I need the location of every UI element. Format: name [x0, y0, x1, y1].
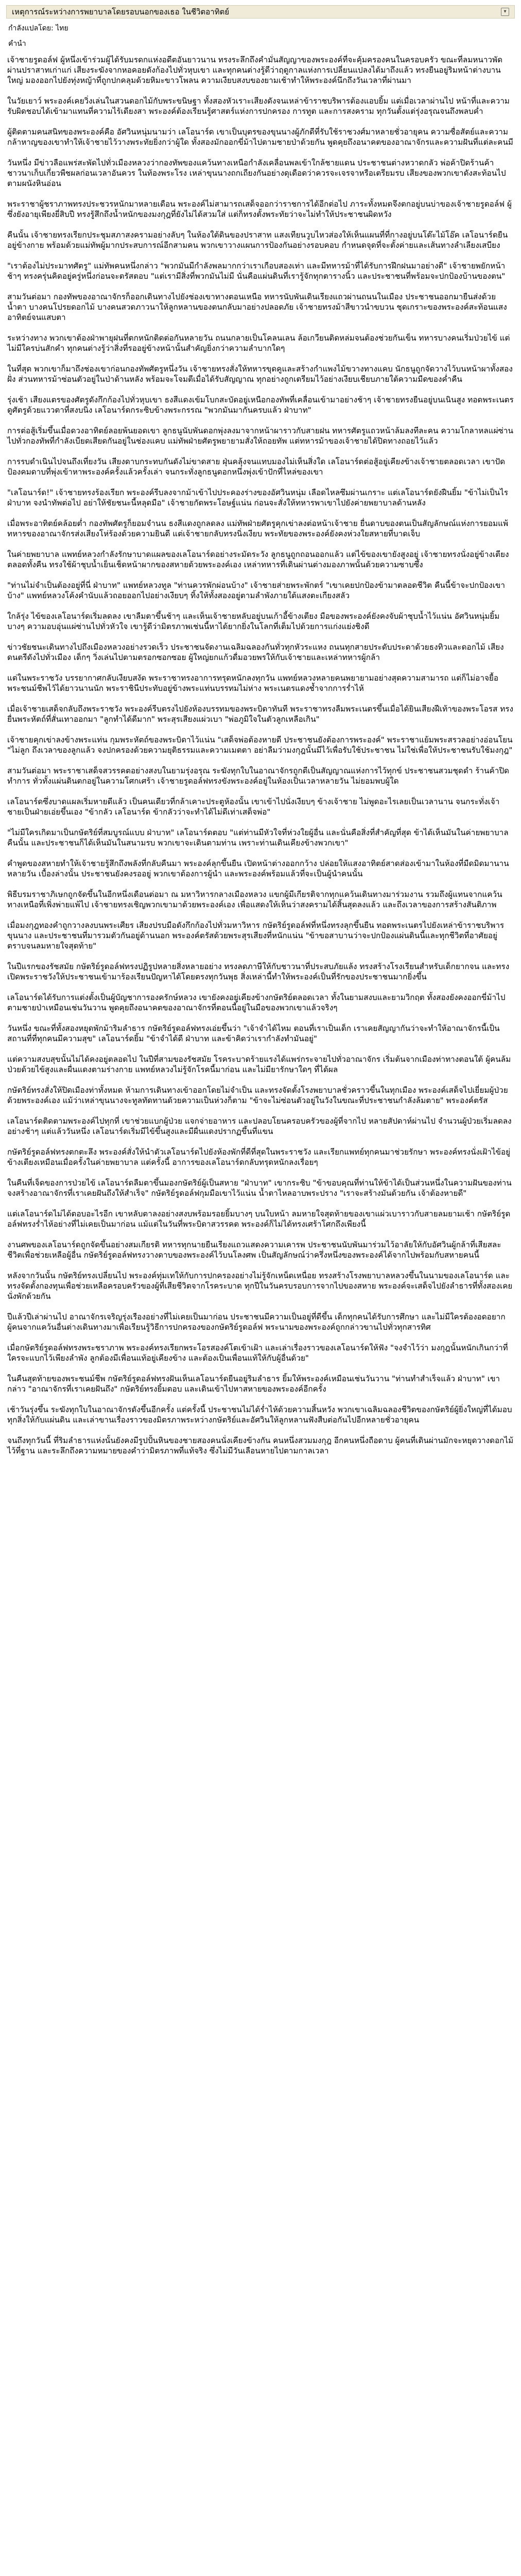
- document-body: [6, 55, 515, 2576]
- body-paragraph: ในค่ายพยาบาล แพทย์หลวงกำลังรักษาบาดแผลของเลโอนาร์ดอย่างระมัดระวัง ลูกธนูถูกถอนออกแล้ว แต่ไข้ของเขายังสูงอยู่ เจ้าชายทรงนั่งอยู่ข้างเตียงตลอดทั้งคืน ทรงใช้ผ้าชุบน้ำเย็นเช็ดหน้าผากของสหายด้วยพระองค์เอง เหล่าทหารที่เดินผ่านต่างมองภาพนั้นด้วยความซาบซึ้ง: [7, 550, 509, 569]
- body-paragraph: พระราชาผู้ชราภาพทรงประชวรหนักมาหลายเดือน พระองค์ไม่สามารถเสด็จออกว่าราชการได้อีกต่อไป ภาระทั้งหมดจึงตกอยู่บนบ่าของเจ้าชายรูดอล์ฟ ผู้ซึ่งยังอายุเพียงยี่สิบปี ทรงรู้สึกถึงน้ำหนักของมงกุฎที่ยังไม่ได้สวมใส่ แต่ก็ทรงตั้งพระทัยว่าจะไม่ทำให้ประชาชนผิดหวัง: [7, 199, 512, 219]
- body-paragraph: การรบดำเนินไปจนถึงเที่ยงวัน เสียงดาบกระทบกันดังไม่ขาดสาย ฝุ่นคลุ้งจนแทบมองไม่เห็นสิ่งใด เลโอนาร์ดต่อสู้อยู่เคียงข้างเจ้าชายตลอดเวลา เขาปัดป้องคมดาบที่พุ่งเข้าหาพระองค์ครั้งแล้วครั้งเล่า จนกระทั่งลูกธนูดอกหนึ่งพุ่งเข้าปักที่ไหล่ของเขา: [7, 457, 506, 477]
- expand-icon[interactable]: ▾: [501, 8, 509, 16]
- body-paragraph: งานศพของเลโอนาร์ดถูกจัดขึ้นอย่างสมเกียรติ ทหารทุกนายยืนเรียงแถวแสดงความเคารพ ประชาชนนับพันมาร่วมไว้อาลัยให้กับอัศวินผู้กล้าที่เสียสละชีวิตเพื่อช่วยเหลือผู้อื่น กษัตริย์รูดอล์ฟทรงวางดาบของพระองค์ไว้บนโลงศพ เป็นสัญลักษณ์ว่าครึ่งหนึ่งของพระองค์ได้จากไปพร้อมกับสหายคนนี้: [7, 1240, 501, 1260]
- body-paragraph: วันหนึ่ง ขณะที่ทั้งสองหยุดพักม้าริมลำธาร กษัตริย์รูดอล์ฟทรงเอ่ยขึ้นว่า "เจ้าจำได้ไหม ตอนที่เราเป็นเด็ก เราเคยสัญญากันว่าจะทำให้อาณาจักรนี้เป็นสถานที่ที่ทุกคนมีความสุข" เลโอนาร์ดยิ้ม "ข้าจำได้ดี ฝ่าบาท และข้าคิดว่าเรากำลังทำมันอยู่": [7, 1024, 500, 1043]
- translator-line: กำลังแปลโดย: ไทย: [8, 24, 68, 32]
- body-paragraph: เจ้าชายคุกเข่าลงข้างพระแท่น กุมพระหัตถ์ของพระบิดาไว้แน่น "เสด็จพ่อต้องหายดี ประชาชนยังต้องการพระองค์" พระราชาแย้มพระสรวลอย่างอ่อนโยน "ไม่ลูก ถึงเวลาของลูกแล้ว จงปกครองด้วยความยุติธรรมและความเมตตา อย่าลืมว่ามงกุฎนั้นมีไว้เพื่อรับใช้ประชาชน ไม่ใช่เพื่อให้ประชาชนรับใช้มงกุฎ": [7, 735, 513, 755]
- body-paragraph: ในคืนสุดท้ายของพระชนม์ชีพ กษัตริย์รูดอล์ฟทรงฝันเห็นเลโอนาร์ดยืนอยู่ริมลำธาร ยิ้มให้พระองค์เหมือนเช่นวันวาน "ท่านทำสำเร็จแล้ว ฝ่าบาท" เขากล่าว "อาณาจักรที่เราเคยฝันถึง" กษัตริย์ทรงยิ้มตอบ และเดินเข้าไปหาสหายของพระองค์อีกครั้ง: [7, 1374, 500, 1394]
- body-paragraph: "เลโอนาร์ด!" เจ้าชายทรงร้องเรียก พระองค์รีบลงจากม้าเข้าไปประคองร่างของอัศวินหนุ่ม เลือดไหลซึมผ่านเกราะ แต่เลโอนาร์ดยังฝืนยิ้ม "ข้าไม่เป็นไร ฝ่าบาท จงนำทัพต่อไป อย่าให้ชัยชนะนี้หลุดมือ" เจ้าชายกัดพระโอษฐ์แน่น ก่อนจะสั่งให้ทหารพาเขาไปยังค่ายพยาบาลด้านหลัง: [7, 488, 508, 507]
- section-label: คำนำ: [8, 40, 26, 48]
- body-paragraph: เลโอนาร์ดได้รับการแต่งตั้งเป็นผู้บัญชาการองครักษ์หลวง เขายังคงอยู่เคียงข้างกษัตริย์ตลอดเวลา ทั้งในยามสงบและยามวิกฤต ทั้งสองยังคงออกขี่ม้าไปตามชายป่าเหมือนเช่นวันวาน พูดคุยถึงอนาคตของอาณาจักรที่ตอนนี้อยู่ในมือของพวกเขาแล้วจริงๆ: [7, 993, 506, 1012]
- body-paragraph: วันหนึ่ง มีข่าวลือแพร่สะพัดไปทั่วเมืองหลวงว่ากองทัพของแคว้นทางเหนือกำลังเคลื่อนพลเข้าใกล้ชายแดน ประชาชนต่างหวาดกลัว พ่อค้าปิดร้านค้า ชาวนาเก็บเกี่ยวพืชผลก่อนเวลาอันควร ในท้องพระโรง เหล่าขุนนางถกเถียงกันอย่างดุเดือดว่าควรจะเจรจาหรือเตรียมรบ เสียงของพวกเขาดังสะท้อนไปตามผนังหินอ่อน: [7, 158, 506, 188]
- body-paragraph: คืนนั้น เจ้าชายทรงเรียกประชุมสภาสงครามอย่างลับๆ ในห้องใต้ดินของปราสาท แสงเทียนวูบไหวส่องให้เห็นแผนที่ที่กางอยู่บนโต๊ะไม้โอ๊ค เลโอนาร์ดยืนอยู่ข้างกาย พร้อมด้วยแม่ทัพผู้มากประสบการณ์อีกสามคน พวกเขาวางแผนการป้องกันอย่างรอบคอบ กำหนดจุดที่จะตั้งค่ายและเส้นทางลำเลียงเสบียง: [7, 230, 508, 250]
- body-paragraph: ใกล้รุ่ง ไข้ของเลโอนาร์ดเริ่มลดลง เขาลืมตาขึ้นช้าๆ และเห็นเจ้าชายหลับอยู่บนเก้าอี้ข้างเตียง มือของพระองค์ยังคงจับผ้าชุบน้ำไว้แน่น อัศวินหนุ่มยิ้มบางๆ ความอบอุ่นแผ่ซ่านไปทั่วหัวใจ เขารู้ดีว่ามิตรภาพเช่นนี้หาได้ยากยิ่งในโลกที่เต็มไปด้วยการแก่งแย่งชิงดี: [7, 612, 500, 631]
- document-title: เหตุการณ์ระหว่างการพยาบาลโดยรอบนอกของเธอ ในชีวิตอาทิตย์: [12, 7, 230, 16]
- body-paragraph: แต่ความสงบสุขนั้นไม่ได้คงอยู่ตลอดไป ในปีที่สามของรัชสมัย โรคระบาดร้ายแรงได้แพร่กระจายไปทั่วอาณาจักร เริ่มต้นจากเมืองท่าทางตอนใต้ ผู้คนล้มป่วยด้วยไข้สูงและผื่นแดงตามร่างกาย แพทย์หลวงไม่รู้จักโรคนี้มาก่อน และไม่มียารักษาใดๆ ที่ได้ผล: [7, 1055, 511, 1074]
- body-paragraph: เจ้าชายรูดอล์ฟ ผู้หนึ่งเข้าร่วมผู้ได้รับมรดกแห่งอดีตอันยาวนาน ทรงระลึกถึงคำมั่นสัญญาของพระองค์ที่จะคุ้มครองคนในครอบครัว ขณะที่ลมหนาวพัดผ่านปราสาทเก่าแก่ เสียงระฆังจากหอคอยดังก้องไปทั่วหุบเขา และทุกคนต่างรู้ดีว่าฤดูกาลแห่งการเปลี่ยนแปลงได้มาถึงแล้ว ทรงยืนอยู่ริมหน้าต่างบานใหญ่ มองออกไปยังทุ่งหญ้าที่ถูกปกคลุมด้วยหิมะขาวโพลน ความเงียบสงบของยามเช้าทำให้พระองค์นึกถึงวันเวลาที่ผ่านมา: [7, 55, 503, 85]
- body-paragraph: เมื่อเจ้าชายเสด็จกลับถึงพระราชวัง พระองค์รีบตรงไปยังห้องบรรทมของพระบิดาทันที พระราชาทรงลืมพระเนตรขึ้นเมื่อได้ยินเสียงฝีเท้าของพระโอรส ทรงยื่นพระหัตถ์ที่สั่นเทาออกมา "ลูกทำได้ดีมาก" พระสุรเสียงแผ่วเบา "พ่อภูมิใจในตัวลูกเหลือเกิน": [7, 704, 513, 724]
- body-paragraph: เมื่อกษัตริย์รูดอล์ฟทรงพระชราภาพ พระองค์ทรงเรียกพระโอรสองค์โตเข้าเฝ้า และเล่าเรื่องราวของเลโอนาร์ดให้ฟัง "จงจำไว้ว่า มงกุฎนั้นหนักเกินกว่าที่ใครจะแบกไว้เพียงลำพัง ลูกต้องมีเพื่อนแท้อยู่เคียงข้าง และต้องเป็นเพื่อนแท้ให้กับผู้อื่นด้วย": [7, 1343, 508, 1363]
- body-paragraph: ในปีแรกของรัชสมัย กษัตริย์รูดอล์ฟทรงปฏิรูปหลายสิ่งหลายอย่าง ทรงลดภาษีให้กับชาวนาที่ประสบภัยแล้ง ทรงสร้างโรงเรียนสำหรับเด็กยากจน และทรงเปิดพระราชวังให้ประชาชนเข้ามาร้องเรียนปัญหาได้โดยตรงทุกวันพุธ สิ่งเหล่านี้ทำให้พระองค์เป็นที่รักของประชาชนมากยิ่งขึ้น: [7, 962, 510, 981]
- body-paragraph: จนถึงทุกวันนี้ ที่ริมลำธารแห่งนั้นยังคงมีรูปปั้นหินของชายสองคนนั่งเคียงข้างกัน คนหนึ่งสวมมงกุฎ อีกคนหนึ่งถือดาบ ผู้คนที่เดินผ่านมักจะหยุดวางดอกไม้ไว้ที่ฐาน และระลึกถึงความหมายของคำว่ามิตรภาพที่แท้จริง ซึ่งไม่มีวันเลือนหายไปตามกาลเวลา: [7, 1436, 514, 1455]
- body-paragraph: ข่าวชัยชนะเดินทางไปถึงเมืองหลวงอย่างรวดเร็ว ประชาชนจัดงานเฉลิมฉลองกันทั่วทุกหัวระแหง ถนนทุกสายประดับประดาด้วยธงทิวและดอกไม้ เสียงดนตรีดังไปทั่วเมือง เด็กๆ วิ่งเล่นไปตามตรอกซอกซอย ผู้ใหญ่ยกแก้วดื่มอวยพรให้กับเจ้าชายและเหล่าทหารผู้กล้า: [7, 642, 504, 662]
- body-paragraph: คำพูดของสหายทำให้เจ้าชายรู้สึกถึงพลังที่กลับคืนมา พระองค์ลุกขึ้นยืน เปิดหน้าต่างออกกว้าง ปล่อยให้แสงอาทิตย์สาดส่องเข้ามาในห้องที่มืดมิดมานานหลายวัน เบื้องล่างนั้น ประชาชนยังคงรออยู่ พวกเขาต้องการผู้นำ และพระองค์พร้อมแล้วที่จะเป็นผู้นำคนนั้น: [7, 859, 509, 878]
- body-paragraph: "เราต้องไม่ประมาทศัตรู" แม่ทัพคนหนึ่งกล่าว "พวกมันมีกำลังพลมากกว่าเราเกือบสองเท่า และมีทหารม้าที่ได้รับการฝึกฝนมาอย่างดี" เจ้าชายพยักหน้าช้าๆ ทรงครุ่นคิดอยู่ครู่หนึ่งก่อนจะตรัสตอบ "แต่เรามีสิ่งที่พวกมันไม่มี นั่นคือแผ่นดินที่เรารู้จักทุกตารางนิ้ว และประชาชนที่พร้อมจะปกป้องบ้านของตน": [7, 261, 506, 281]
- body-paragraph: เมื่อพระอาทิตย์คล้อยต่ำ กองทัพศัตรูก็ยอมจำนน ธงสีแดงถูกลดลง แม่ทัพฝ่ายศัตรูคุกเข่าลงต่อหน้าเจ้าชาย ยื่นดาบของตนเป็นสัญลักษณ์แห่งการยอมแพ้ ทหารของอาณาจักรส่งเสียงโห่ร้องด้วยความยินดี แต่เจ้าชายกลับทรงนิ่งเงียบ พระทัยของพระองค์ยังคงห่วงใยสหายที่บาดเจ็บ: [7, 519, 509, 538]
- body-paragraph: ในคืนที่เจ็ดของการป่วยไข้ เลโอนาร์ดลืมตาขึ้นมองกษัตริย์ผู้เป็นสหาย "ฝ่าบาท" เขากระซิบ "ข้าขอบคุณที่ท่านให้ข้าได้เป็นส่วนหนึ่งในความฝันของท่าน จงสร้างอาณาจักรที่เราเคยฝันถึงให้สำเร็จ" กษัตริย์รูดอล์ฟกุมมือเขาไว้แน่น น้ำตาไหลอาบพระปราง "เราจะสร้างมันด้วยกัน เจ้าต้องหายดี": [7, 1178, 512, 1198]
- body-paragraph: แต่ในพระราชวัง บรรยากาศกลับเงียบสงัด พระราชาทรงอาการทรุดหนักลงทุกวัน แพทย์หลวงหลายคนพยายามอย่างสุดความสามารถ แต่ก็ไม่อาจยื้อพระชนม์ชีพไว้ได้ยาวนานนัก พระราชินีประทับอยู่ข้างพระแท่นบรรทมไม่ห่าง พระเนตรแดงช้ำจากการร่ำไห้: [7, 673, 499, 693]
- body-paragraph: กษัตริย์ทรงสั่งให้ปิดเมืองท่าทั้งหมด ห้ามการเดินทางเข้าออกโดยไม่จำเป็น และทรงจัดตั้งโรงพยาบาลชั่วคราวขึ้นในทุกเมือง พระองค์เสด็จไปเยี่ยมผู้ป่วยด้วยพระองค์เอง แม้ว่าเหล่าขุนนางจะทูลทัดทานด้วยความเป็นห่วงก็ตาม "ข้าจะไม่ซ่อนตัวอยู่ในวังในขณะที่ประชาชนกำลังล้มตาย" พระองค์ตรัส: [7, 1086, 508, 1105]
- body-paragraph: ปีแล้วปีเล่าผ่านไป อาณาจักรเจริญรุ่งเรืองอย่างที่ไม่เคยเป็นมาก่อน ประชาชนมีความเป็นอยู่ที่ดีขึ้น เด็กทุกคนได้รับการศึกษา และไม่มีใครต้องอดอยาก ผู้คนจากแคว้นอื่นต่างเดินทางมาเพื่อเรียนรู้วิธีการปกครองของกษัตริย์รูดอล์ฟ พระนามของพระองค์ถูกกล่าวขานไปทั่วทุกสารทิศ: [7, 1312, 506, 1332]
- body-paragraph: ในวัยเยาว์ พระองค์เคยวิ่งเล่นในสวนดอกไม้กับพระขนิษฐา ทั้งสองหัวเราะเสียงดังจนเหล่าข้าราชบริพารต้องแอบยิ้ม แต่เมื่อเวลาผ่านไป หน้าที่และความรับผิดชอบได้เข้ามาแทนที่ความไร้เดียงสา พระองค์ต้องเรียนรู้ศาสตร์แห่งการปกครอง การทูต และการสงคราม ทุกวันตั้งแต่รุ่งอรุณจนถึงพลบค่ำ: [7, 96, 510, 116]
- body-paragraph: สามวันต่อมา กองทัพของอาณาจักรก็ออกเดินทางไปยังช่องเขาทางตอนเหนือ ทหารนับพันเดินเรียงแถวผ่านถนนในเมือง ประชาชนออกมายืนส่งด้วยน้ำตา บางคนโปรยดอกไม้ บางคนสวดภาวนาให้ลูกหลานของตนกลับมาอย่างปลอดภัย เจ้าชายทรงม้าสีขาวนำขบวน ชุดเกราะของพระองค์สะท้อนแสงอาทิตย์จนแสบตา: [7, 292, 507, 322]
- body-paragraph: เลโอนาร์ดซึ่งบาดแผลเริ่มหายดีแล้ว เป็นคนเดียวที่กล้าเคาะประตูห้องนั้น เขาเข้าไปนั่งเงียบๆ ข้างเจ้าชาย ไม่พูดอะไรเลยเป็นเวลานาน จนกระทั่งเจ้าชายเป็นฝ่ายเอ่ยขึ้นเอง "ข้ากลัว เลโอนาร์ด ข้ากลัวว่าจะทำได้ไม่ดีเท่าเสด็จพ่อ": [7, 797, 500, 817]
- body-paragraph: สามวันต่อมา พระราชาเสด็จสวรรคตอย่างสงบในยามรุ่งอรุณ ระฆังทุกใบในอาณาจักรถูกตีเป็นสัญญาณแห่งการไว้ทุกข์ ประชาชนสวมชุดดำ ร้านค้าปิดทำการ ทั่วทั้งแผ่นดินตกอยู่ในความโศกเศร้า เจ้าชายรูดอล์ฟทรงขังพระองค์อยู่ในห้องเป็นเวลาหลายวัน ไม่ยอมพบผู้ใด: [7, 766, 509, 786]
- body-paragraph: เมื่อมงกุฎทองคำถูกวางลงบนพระเศียร เสียงปรบมือดังกึกก้องไปทั่วมหาวิหาร กษัตริย์รูดอล์ฟที่หนึ่งทรงลุกขึ้นยืน ทอดพระเนตรไปยังเหล่าข้าราชบริพาร ขุนนาง และประชาชนที่มารวมตัวกันอยู่ด้านนอก พระองค์ตรัสด้วยพระสุรเสียงที่หนักแน่น "ข้าขอสาบานว่าจะปกป้องแผ่นดินนี้และทุกชีวิตที่อาศัยอยู่ ตราบจนลมหายใจสุดท้าย": [7, 921, 505, 951]
- body-paragraph: รุ่งเช้า เสียงแตรของศัตรูดังกึกก้องไปทั่วหุบเขา ธงสีแดงเข้มโบกสะบัดอยู่เหนือกองทัพที่เคลื่อนเข้ามาอย่างช้าๆ เจ้าชายทรงยืนอยู่บนเนินสูง ทอดพระเนตรดูศัตรูด้วยแววตาที่สงบนิ่ง เลโอนาร์ดกระซิบข้างพระกรรณ "พวกมันมากันครบแล้ว ฝ่าบาท": [7, 395, 514, 415]
- body-paragraph: การต่อสู้เริ่มขึ้นเมื่อดวงอาทิตย์ลอยพ้นยอดเขา ลูกธนูนับพันดอกพุ่งลงมาจากหน้าผาราวกับสายฝน ทหารศัตรูแถวหน้าล้มลงทีละคน ความโกลาหลแผ่ซ่านไปทั่วกองทัพที่กำลังเบียดเสียดกันอยู่ในช่องแคบ แม่ทัพฝ่ายศัตรูพยายามสั่งให้ถอยทัพ แต่ทหารม้าของเจ้าชายได้ปิดทางถอยไว้แล้ว: [7, 426, 513, 446]
- body-paragraph: ในที่สุด พวกเขาก็มาถึงช่องเขาก่อนกองทัพศัตรูหนึ่งวัน เจ้าชายทรงสั่งให้ทหารขุดคูและสร้างกำแพงไม้ขวางทางแคบ นักธนูถูกจัดวางไว้บนหน้าผาทั้งสองฝั่ง ส่วนทหารม้าซ่อนตัวอยู่ในป่าด้านหลัง พร้อมจะโจมตีเมื่อได้รับสัญญาณ ทุกอย่างถูกเตรียมไว้อย่างเงียบเชียบภายใต้ความมืดของค่ำคืน: [7, 364, 513, 384]
- body-paragraph: กษัตริย์รูดอล์ฟทรงตกตะลึง พระองค์สั่งให้นำตัวเลโอนาร์ดไปยังห้องพักที่ดีที่สุดในพระราชวัง และเรียกแพทย์ทุกคนมาช่วยรักษา พระองค์ทรงนั่งเฝ้าไข้อยู่ข้างเตียงเหมือนเมื่อครั้งในค่ายพยาบาล แต่ครั้งนี้ อาการของเลโอนาร์ดกลับทรุดหนักลงเรื่อยๆ: [7, 1147, 511, 1167]
- body-paragraph: ผู้ติดตามคนสนิทของพระองค์คือ อัศวินหนุ่มนามว่า เลโอนาร์ด เขาเป็นบุตรของขุนนางผู้ภักดีที่รับใช้ราชวงศ์มาหลายชั่วอายุคน ความซื่อสัตย์และความกล้าหาญของเขาทำให้เจ้าชายไว้วางพระทัยยิ่งกว่าผู้ใด ทั้งสองมักออกขี่ม้าไปตามชายป่าด้วยกัน พูดคุยถึงอนาคตของอาณาจักรและความฝันที่แต่ละคนมี: [7, 127, 513, 147]
- body-paragraph: "ไม่มีใครเกิดมาเป็นกษัตริย์ที่สมบูรณ์แบบ ฝ่าบาท" เลโอนาร์ดตอบ "แต่ท่านมีหัวใจที่ห่วงใยผู้อื่น และนั่นคือสิ่งที่สำคัญที่สุด ข้าได้เห็นมันในค่ายพยาบาลคืนนั้น และประชาชนก็ได้เห็นมันในสนามรบ พวกเขาจะเดินตามท่าน เพราะท่านเดินเคียงข้างพวกเขา": [7, 828, 509, 848]
- body-paragraph: ระหว่างทาง พวกเขาต้องฝ่าพายุฝนที่ตกหนักติดต่อกันหลายวัน ถนนกลายเป็นโคลนเลน ล้อเกวียนติดหล่มจนต้องช่วยกันเข็น ทหารบางคนเริ่มป่วยไข้ แต่ไม่มีใครบ่นสักคำ ทุกคนต่างรู้ว่าสิ่งที่รออยู่ข้างหน้านั้นสำคัญยิ่งกว่าความลำบากใดๆ: [7, 333, 510, 353]
- body-paragraph: เลโอนาร์ดติดตามพระองค์ไปทุกที่ เขาช่วยแบกผู้ป่วย แจกจ่ายอาหาร และปลอบโยนครอบครัวของผู้ที่จากไป หลายสัปดาห์ผ่านไป จำนวนผู้ป่วยเริ่มลดลงอย่างช้าๆ แต่แล้ววันหนึ่ง เลโอนาร์ดเริ่มมีไข้ขึ้นสูงและมีผื่นแดงปรากฏขึ้นที่แขน: [7, 1116, 512, 1136]
- document-title-bar: [6, 5, 515, 19]
- body-paragraph: พิธีบรมราชาภิเษกถูกจัดขึ้นในอีกหนึ่งเดือนต่อมา ณ มหาวิหารกลางเมืองหลวง แขกผู้มีเกียรติจากทุกแคว้นเดินทางมาร่วมงาน รวมถึงผู้แทนจากแคว้นทางเหนือที่เพิ่งพ่ายแพ้ไป เจ้าชายทรงเชิญพวกเขามาด้วยพระองค์เอง เพื่อแสดงให้เห็นว่าสงครามได้สิ้นสุดลงแล้ว และถึงเวลาของการสร้างสันติภาพ: [7, 890, 502, 909]
- body-paragraph: "ท่านไม่จำเป็นต้องอยู่ที่นี่ ฝ่าบาท" แพทย์หลวงทูล "ท่านควรพักผ่อนบ้าง" เจ้าชายส่ายพระพักตร์ "เขาเคยปกป้องข้ามาตลอดชีวิต คืนนี้ข้าจะปกป้องเขาบ้าง" แพทย์หลวงโค้งคำนับแล้วถอยออกไปอย่างเงียบๆ ทิ้งให้ทั้งสองอยู่ตามลำพังภายใต้แสงตะเกียงสลัว: [7, 581, 505, 600]
- body-paragraph: หลังจากวันนั้น กษัตริย์ทรงเปลี่ยนไป พระองค์ทุ่มเทให้กับการปกครองอย่างไม่รู้จักเหน็ดเหนื่อย ทรงสร้างโรงพยาบาลหลวงขึ้นในนามของเลโอนาร์ด และทรงจัดตั้งกองทุนเพื่อช่วยเหลือครอบครัวของผู้ที่เสียชีวิตจากโรคระบาด ทุกปีในวันครบรอบการจากไปของสหาย พระองค์จะเสด็จไปยังลำธารที่ทั้งสองเคยนั่งพักด้วยกัน: [7, 1271, 513, 1301]
- body-paragraph: แต่เลโอนาร์ดไม่ได้ตอบอะไรอีก เขาหลับตาลงอย่างสงบพร้อมรอยยิ้มบางๆ บนใบหน้า ลมหายใจสุดท้ายของเขาแผ่วเบาราวกับสายลมยามเช้า กษัตริย์รูดอล์ฟทรงร่ำไห้อย่างที่ไม่เคยเป็นมาก่อน แม้แต่ในวันที่พระบิดาสวรรคต พระองค์ก็ไม่ได้ทรงเศร้าโศกถึงเพียงนี้: [7, 1209, 511, 1229]
- body-paragraph: เช้าวันรุ่งขึ้น ระฆังทุกใบในอาณาจักรดังขึ้นอีกครั้ง แต่ครั้งนี้ ประชาชนไม่ได้ร่ำไห้ด้วยความสิ้นหวัง พวกเขาเฉลิมฉลองชีวิตของกษัตริย์ผู้ยิ่งใหญ่ที่ได้มอบทุกสิ่งให้กับแผ่นดิน และเล่าขานเรื่องราวของมิตรภาพระหว่างกษัตริย์และอัศวินให้ลูกหลานฟังสืบต่อกันไปอีกหลายชั่วอายุคน: [7, 1405, 512, 1425]
